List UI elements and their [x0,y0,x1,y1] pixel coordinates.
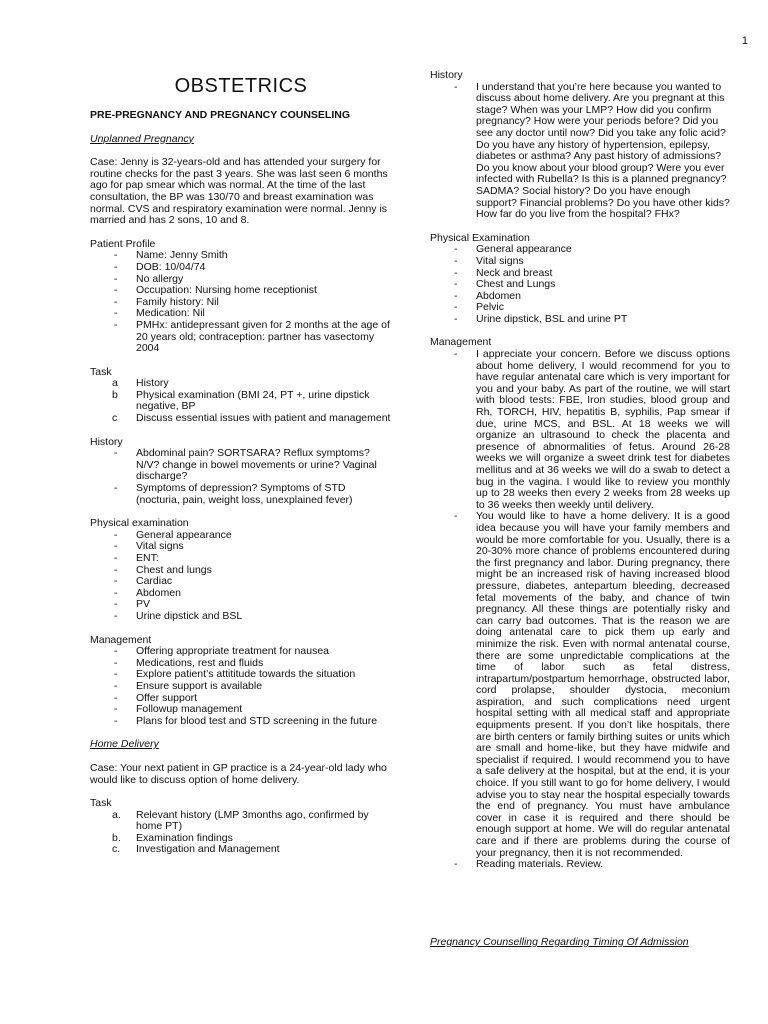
list-item: - Medication: Nil [90,308,392,320]
list-item: - General appearance [90,530,392,542]
unplanned-pregnancy-heading: Unplanned Pregnancy [90,132,194,145]
list-item: - Offering appropriate treatment for nausea [90,646,392,658]
list-item: - Occupation: Nursing home receptionist [90,285,392,297]
list-item-text: Discuss essential issues with patient and management [136,412,391,425]
list-item: - Cardiac [90,576,392,588]
task-list [90,378,392,424]
list-item-text: History [136,377,169,390]
home-delivery-heading: Home Delivery [90,738,159,751]
timing-of-admission-link[interactable]: Pregnancy Counselling Regarding Timing Of Admission [430,936,689,948]
list-item: - Followup management [90,704,392,716]
list-item: - Symptoms of depression? Symptoms of STD (nocturia, pain, weight loss, unexplained fever) [90,483,392,506]
patient-profile-list [90,250,392,354]
right-column [430,70,730,883]
history-heading: History [90,435,123,448]
list-item: - Urine dipstick and BSL [90,611,392,623]
right-management-list [430,349,730,871]
home-delivery-case-text: Case: Your next patient in GP practice is a 24-year-old lady who would like to discuss option of home delivery. [90,761,387,786]
unplanned-case-text: Case: Jenny is 32-years-old and has attended your surgery for routine checks for the past 3 years. She was last seen 6 months ago for pap smear which was normal. At the time of the last consultation, the BP was 130/70 and breast examination was normal. CVS and respiratory examination were normal. Jenny is married and has 2 sons, 10 and 8. [90,156,388,227]
management-list [90,646,392,727]
list-item: - PV [90,599,392,611]
right-physical-exam-list [430,244,730,325]
task-heading: Task [90,365,112,378]
left-column [90,70,392,868]
list-item-text: Physical examination (BMI 24, PT +, urine dipstick negative, BP [136,388,370,413]
list-item: - I understand that you’re here because you wanted to discuss about home delivery. Are you pregnant at this stage? When was your LMP? How did you confirm pregnancy? How were your periods before? Did you see any doctor until now? Did you take any folic acid? Do you have any history of hypertension, epilepsy, diabetes or asthma? Any past history of admissions? Do you know about your blood group? Were you ever infected with Rubella? Is this is a planned pregnancy? SADMA? Social history? Do you have enough support? Financial problems? Do you have other kids? How far do you live from the hospital? FHx? [430,82,730,221]
list-marker: b. [112,831,121,844]
list-item: - Urine dipstick, BSL and urine PT [430,314,730,326]
list-item: - Abdomen [430,291,730,303]
list-item-text: Investigation and Management [136,843,280,856]
management-heading: Management [90,633,152,646]
list-marker: c [112,412,118,425]
document-subtitle: PRE-PREGNANCY AND PREGNANCY COUNSELING [90,109,351,121]
list-item [90,810,392,833]
list-item: - ENT: [90,553,392,565]
list-item: - PMHx: antidepressant given for 2 months at the age of 20 years old; contraception: partner has vasectomy 2004 [90,320,392,355]
list-marker: a. [112,808,121,821]
list-item [90,390,392,413]
list-item: - Vital signs [90,541,392,553]
right-physical-exam-heading: Physical Examination [430,231,530,244]
patient-profile-heading: Patient Profile [90,237,156,250]
right-history-list [430,82,730,221]
list-item: - Abdomen [90,588,392,600]
list-item: - Vital signs [430,256,730,268]
list-item [90,413,392,425]
page-number: 1 [741,35,748,47]
list-item: - You would like to have a home delivery. It is a good idea because you will have your family members and would be more comfortable for you. Usually, there is a 20-30% more chance of problems encountered during the first pregnancy and labor. During pregnancy, there might be an increased risk of having increased blood pressure, diabetes, antepartum bleeding, decreased fetal movements of the baby, and chance of twin pregnancy. All these things are potentially risky and can carry bad outcomes. That is the reason we are doing antenatal care to pick them up early and minimize the risk. Even with normal antenatal course, there are some unpredictable complications at the time of labor such as fetal distress, intrapartum/postpartum hemorrhage, obstructed labor, cord prolapse, shoulder dystocia, meconium aspiration, and such complications need urgent hospital setting with all medical staff and appropriate equipments present. If you don’t like hospitals, there are birth centers or family birthing suites or units which are small and home-like, but they have midwife and specialist if required. I would recommend you to have a safe delivery at the hospital, but at the end, it is your choice. If you still want to go for home delivery, I would advise you to stay near the hospital especially towards the end of pregnancy. You must have ambulance cover in case it is required and there should be enough support at home. We will do regular antenatal care and if there are problems during the course of your pregnancy, then it is not recommended. [430,511,730,859]
list-marker: a [112,377,118,390]
home-task-list [90,810,392,856]
list-item-text: Examination findings [136,831,233,844]
list-item: - Chest and Lungs [430,279,730,291]
list-item: - I appreciate your concern. Before we discuss options about home delivery, I would recommend for you to have regular antenatal care which is very important for you and your baby. As part of the routine, we will start with blood tests: FBE, Iron studies, blood group and Rh, TORCH, HIV, hepatitis B, syphilis, Pap smear if due, urine MCS, and BSL. At 18 weeks we will organize an ultrasound to check the placenta and presence of abnormalities of fetus. Around 26-28 weeks we will organize a sweet drink test for diabetes mellitus and at 36 weeks we will do a swab to detect a bug in the vagina. I would like to review you monthly up to 28 weeks then every 2 weeks from 28 weeks up to 36 weeks then weekly until delivery. [430,349,730,511]
right-management-heading: Management [430,336,492,349]
list-item: - DOB: 10/04/74 [90,262,392,274]
physical-exam-list [90,530,392,623]
list-item: - Offer support [90,693,392,705]
list-item: - Neck and breast [430,268,730,280]
list-item: - Reading materials. Review. [430,859,730,871]
list-item: - Family history: Nil [90,297,392,309]
history-list [90,448,392,506]
document-title: OBSTETRICS [174,75,308,97]
list-item: - Pelvic [430,302,730,314]
list-item: - Plans for blood test and STD screening in the future [90,716,392,728]
list-item-text: Relevant history (LMP 3months ago, confirmed by home PT) [136,808,369,833]
physical-exam-heading: Physical examination [90,517,189,530]
right-history-heading: History [430,69,463,81]
list-marker: c. [112,843,121,856]
list-item: - No allergy [90,274,392,286]
list-item: - Medications, rest and fluids [90,658,392,670]
list-item: - Abdominal pain? SORTSARA? Reflux symptoms? N/V? change in bowel movements or urine? Vaginal discharge? [90,448,392,483]
list-marker: b [112,388,118,401]
list-item: - Ensure support is available [90,681,392,693]
list-item [90,844,392,856]
list-item: - Name: Jenny Smith [90,250,392,262]
home-task-heading: Task [90,797,112,810]
list-item: - Explore patient’s attititude towards the situation [90,669,392,681]
list-item: - General appearance [430,244,730,256]
list-item: - Chest and lungs [90,565,392,577]
